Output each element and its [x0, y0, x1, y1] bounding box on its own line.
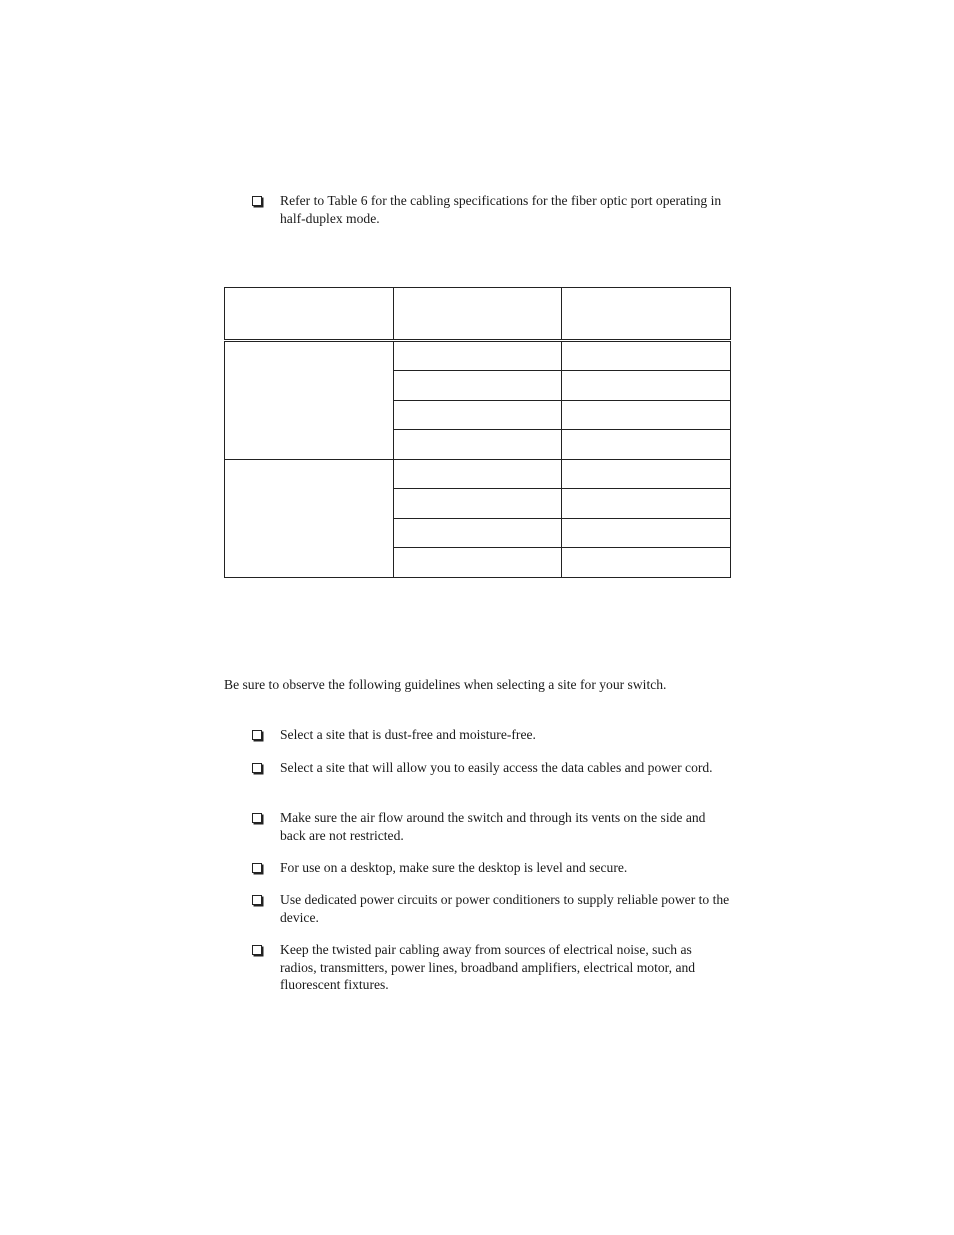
table-row	[225, 459, 731, 489]
table-cell	[394, 489, 562, 519]
table-cell	[562, 400, 731, 430]
table-row	[225, 340, 731, 371]
table-group-cell	[225, 340, 394, 459]
table-cell	[562, 459, 731, 489]
guideline-text: Select a site that will allow you to easily access the data cables and power cord.	[280, 760, 713, 775]
guideline-text: Select a site that is dust-free and moisture-free.	[280, 727, 536, 742]
checkbox-bullet-icon	[252, 813, 262, 823]
guideline-text: For use on a desktop, make sure the desktop is level and secure.	[280, 860, 628, 875]
checkbox-bullet-icon	[252, 863, 262, 873]
checkbox-bullet-icon	[252, 196, 262, 206]
table-header-cell	[562, 288, 731, 341]
table-cell	[394, 371, 562, 401]
table-cell	[394, 430, 562, 460]
table-group-cell	[225, 459, 394, 577]
table-cell	[394, 548, 562, 578]
table-cell	[394, 400, 562, 430]
site-guidelines-intro: Be sure to observe the following guidelines when selecting a site for your switch.	[224, 677, 667, 692]
table-cell	[562, 518, 731, 548]
table-cell	[562, 371, 731, 401]
table-cell	[562, 340, 731, 371]
checkbox-bullet-icon	[252, 895, 262, 905]
checkbox-bullet-icon	[252, 763, 262, 773]
table-header-cell	[225, 288, 394, 341]
cabling-spec-table	[224, 287, 731, 578]
guideline-text: Keep the twisted pair cabling away from sources of electrical noise, such as radios, transmitters, power lines, broadband amplifiers, electrical motor, and fluorescent fixtures.	[280, 942, 696, 992]
checkbox-bullet-icon	[252, 945, 262, 955]
guideline-text: Make sure the air flow around the switch and through its vents on the side and back are not restricted.	[280, 810, 706, 843]
table-cell	[394, 340, 562, 371]
table-cell	[562, 430, 731, 460]
table-cell	[394, 518, 562, 548]
table-cell	[394, 459, 562, 489]
table-header-row	[225, 288, 731, 341]
table-cell	[562, 489, 731, 519]
guideline-text: Use dedicated power circuits or power conditioners to supply reliable power to the device.	[280, 892, 730, 925]
table-header-cell	[394, 288, 562, 341]
checkbox-bullet-icon	[252, 730, 262, 740]
intro-bullet-text: Refer to Table 6 for the cabling specifications for the fiber optic port operating in half-duplex mode.	[280, 193, 722, 226]
table-cell	[562, 548, 731, 578]
